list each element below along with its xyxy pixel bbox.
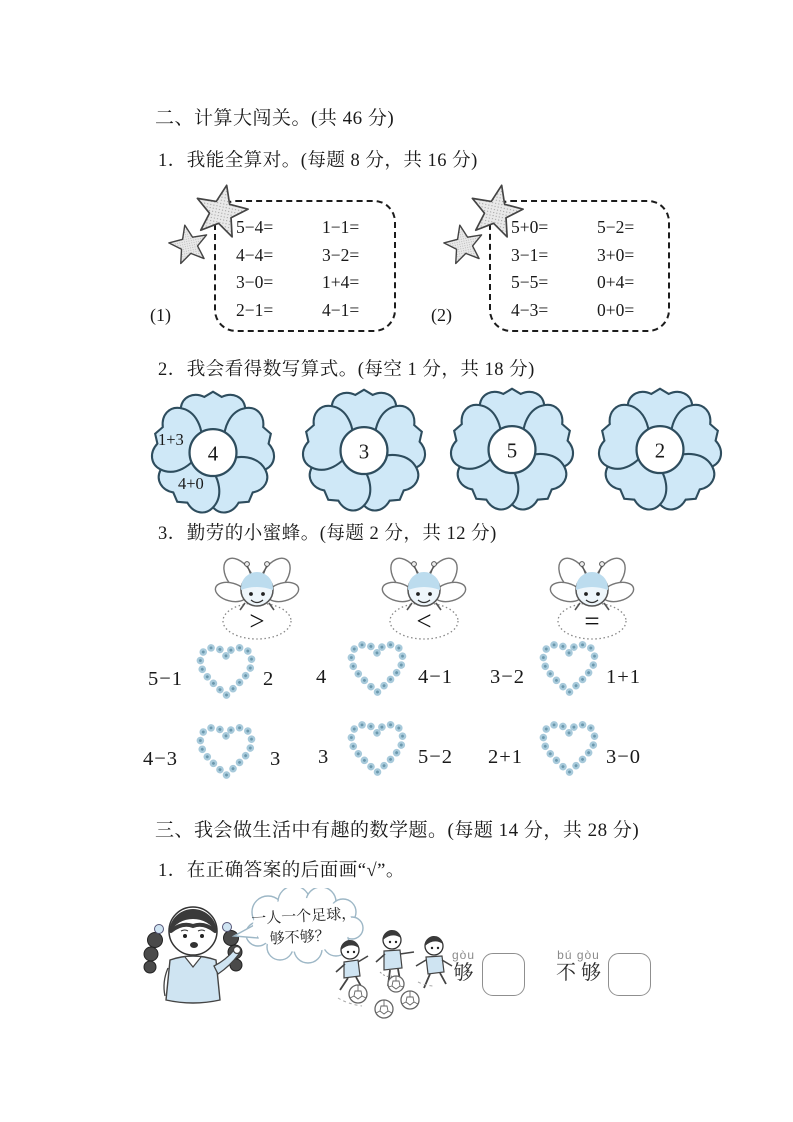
problem: 5−4= — [236, 217, 274, 237]
flower-icon[interactable] — [436, 387, 588, 513]
problem: 3−1= — [511, 244, 549, 265]
flower-petal-expression: 1+3 — [158, 430, 184, 449]
problem: 3+0= — [597, 244, 635, 265]
s3q1-heading: 1．在正确答案的后面画“√”。 — [158, 861, 405, 881]
problem: 3−0= — [236, 272, 274, 292]
heart-answer-slot[interactable] — [344, 717, 410, 779]
comparison-right: 2 — [263, 668, 275, 690]
comparison-right: 1+1 — [606, 666, 642, 688]
stars-icon — [165, 182, 255, 274]
comparison-right: 4−1 — [418, 666, 454, 688]
problem: 5+0= — [511, 217, 549, 237]
option-enough — [452, 948, 525, 996]
problem: 5−5= — [511, 272, 549, 292]
comparison-left: 2+1 — [488, 746, 524, 768]
heart-answer-slot[interactable] — [536, 637, 602, 699]
comparison-left: 3 — [318, 746, 330, 768]
comparison-left: 4−3 — [143, 748, 179, 770]
checkbox-not-enough[interactable] — [608, 953, 651, 996]
option-not-enough — [556, 948, 651, 996]
flower-petal-expression: 4+0 — [178, 474, 204, 493]
problem: 4−1= — [322, 299, 360, 320]
box1-label: (1) — [150, 305, 171, 325]
flower-center-number: 4 — [207, 441, 219, 466]
section3-heading: 三、我会做生活中有趣的数学题。(每题 14 分，共 28 分) — [155, 820, 640, 841]
section2-heading: 二、计算大闯关。(共 46 分) — [155, 108, 395, 129]
problem: 0+4= — [597, 272, 635, 292]
flower-center-number: 3 — [358, 439, 370, 464]
heart-answer-slot[interactable] — [193, 720, 259, 782]
q2-heading: 2．我会看得数写算式。(每空 1 分，共 18 分) — [158, 360, 535, 380]
bee-icon — [205, 556, 310, 644]
flower-icon[interactable] — [584, 387, 736, 513]
comparison-left: 3−2 — [490, 666, 526, 688]
comparison-symbol: > — [249, 606, 265, 636]
speech-text-line2: 够不够？ — [269, 928, 331, 948]
bee-icon — [372, 556, 477, 644]
problem: 1−1= — [322, 217, 360, 237]
flower-center-number: 5 — [506, 438, 518, 463]
problem: 4−3= — [511, 299, 549, 320]
comparison-right: 3−0 — [606, 746, 642, 768]
flower-center-number: 2 — [654, 438, 666, 463]
pinyin-label: bú gòu — [557, 948, 600, 962]
heart-answer-slot[interactable] — [193, 640, 259, 702]
checkbox-enough[interactable] — [482, 953, 525, 996]
comparison-right: 3 — [270, 748, 282, 770]
comparison-left: 4 — [316, 666, 328, 688]
q1-heading: 1．我能全算对。(每题 8 分，共 16 分) — [158, 151, 478, 171]
bee-icon — [540, 556, 645, 644]
problem: 1+4= — [322, 272, 360, 292]
problem: 2−1= — [236, 299, 274, 320]
flower-icon[interactable] — [137, 390, 289, 516]
heart-answer-slot[interactable] — [344, 637, 410, 699]
box2-label: (2) — [431, 305, 452, 325]
q3-heading: 3．勤劳的小蜜蜂。(每题 2 分，共 12 分) — [158, 524, 497, 544]
problem: 5−2= — [597, 217, 635, 237]
soccer-boys-illustration — [318, 924, 466, 1036]
problem: 4−4= — [236, 244, 274, 265]
comparison-right: 5−2 — [418, 746, 454, 768]
problem: 3−2= — [322, 244, 360, 265]
hanzi-label: 够 — [453, 962, 474, 984]
heart-answer-slot[interactable] — [536, 717, 602, 779]
comparison-symbol: < — [416, 606, 432, 636]
speech-text-line1: 一人一个足球， — [250, 906, 357, 928]
comparison-symbol: = — [584, 606, 600, 636]
stars-icon — [440, 182, 530, 274]
flower-icon[interactable] — [288, 388, 440, 514]
pinyin-label: gòu — [452, 948, 476, 962]
hanzi-label: 不 够 — [556, 962, 601, 984]
comparison-left: 5−1 — [148, 668, 184, 690]
problem: 0+0= — [597, 299, 635, 320]
